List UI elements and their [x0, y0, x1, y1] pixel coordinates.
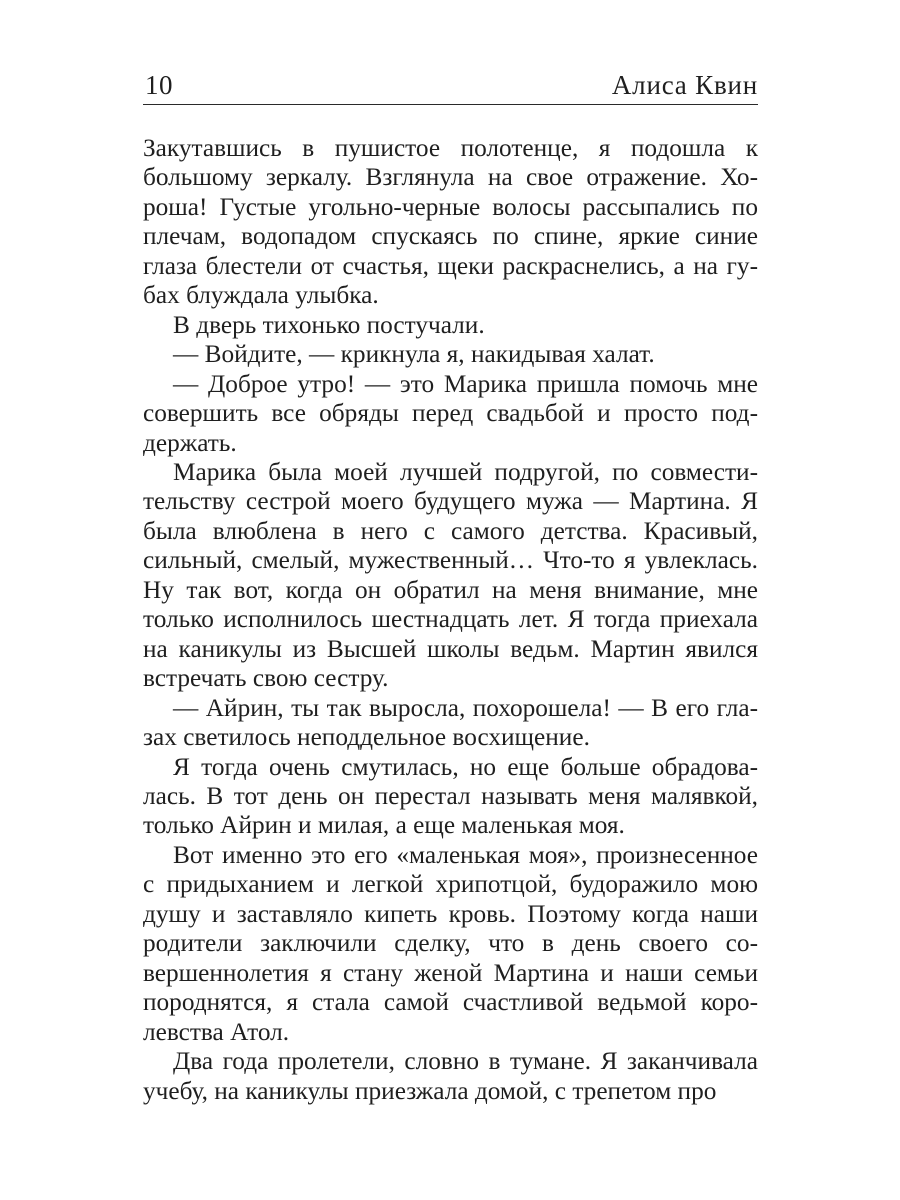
- page-number: 10: [145, 70, 173, 100]
- body-text: [143, 134, 758, 1106]
- paragraph: Вот именно это его «маленькая моя», произнесенное с придыханием и легкой хрипотцой, будоражило мою душу и заставляло кипеть кровь. Поэтому когда наши родители заключили сделку, что в день своего совершеннолетия я стану женой Мартина и наши семьи породнятся, я стала самой счастливой ведьмой королевства Атол.: [143, 840, 758, 1046]
- paragraph: В дверь тихонько постучали.: [173, 310, 485, 339]
- book-page: [143, 0, 758, 1200]
- paragraph: Два года пролетели, словно в тумане. Я заканчивала учебу, на каникулы приезжала домой, с трепетом про: [143, 1047, 758, 1105]
- dialogue-line: — Войдите, — крикнула я, накидывая халат.: [173, 340, 655, 369]
- paragraph: Я тогда очень смутилась, но еще больше обрадовалась. В тот день он перестал называть меня малявкой, только Айрин и милая, а еще маленькая моя.: [143, 752, 758, 840]
- paragraph: Закутавшись в пушистое полотенце, я подошла к большому зеркалу. Взглянула на свое отражение. Хороша! Густые угольно-черные волосы рассыпались по плечам, водопадом спускаясь по спине, яркие синие глаза блестели от счастья, щеки раскраснелись, а на губах блуждала улыбка.: [143, 134, 758, 310]
- paragraph: Марика была моей лучшей подругой, по совместительству сестрой моего будущего мужа — Мартина. Я была влюблена в него с самого детства. Красивый, сильный, смелый, мужественный… Что-то я увлеклась. Ну так вот, когда он обратил на меня внимание, мне только исполнилось шестнадцать лет. Я тогда приехала на каникулы из Высшей школы ведьм. Мартин явился встречать свою сестру.: [143, 457, 758, 693]
- dialogue-line: — Айрин, ты так выросла, похорошела! — В его глазах светилось неподдельное восхищение.: [143, 693, 758, 752]
- running-header: [143, 68, 758, 105]
- running-head-author: Алиса Квин: [611, 70, 758, 100]
- dialogue-line: — Доброе утро! — это Марика пришла помочь мне совершить все обряды перед свадьбой и просто поддержать.: [143, 369, 758, 457]
